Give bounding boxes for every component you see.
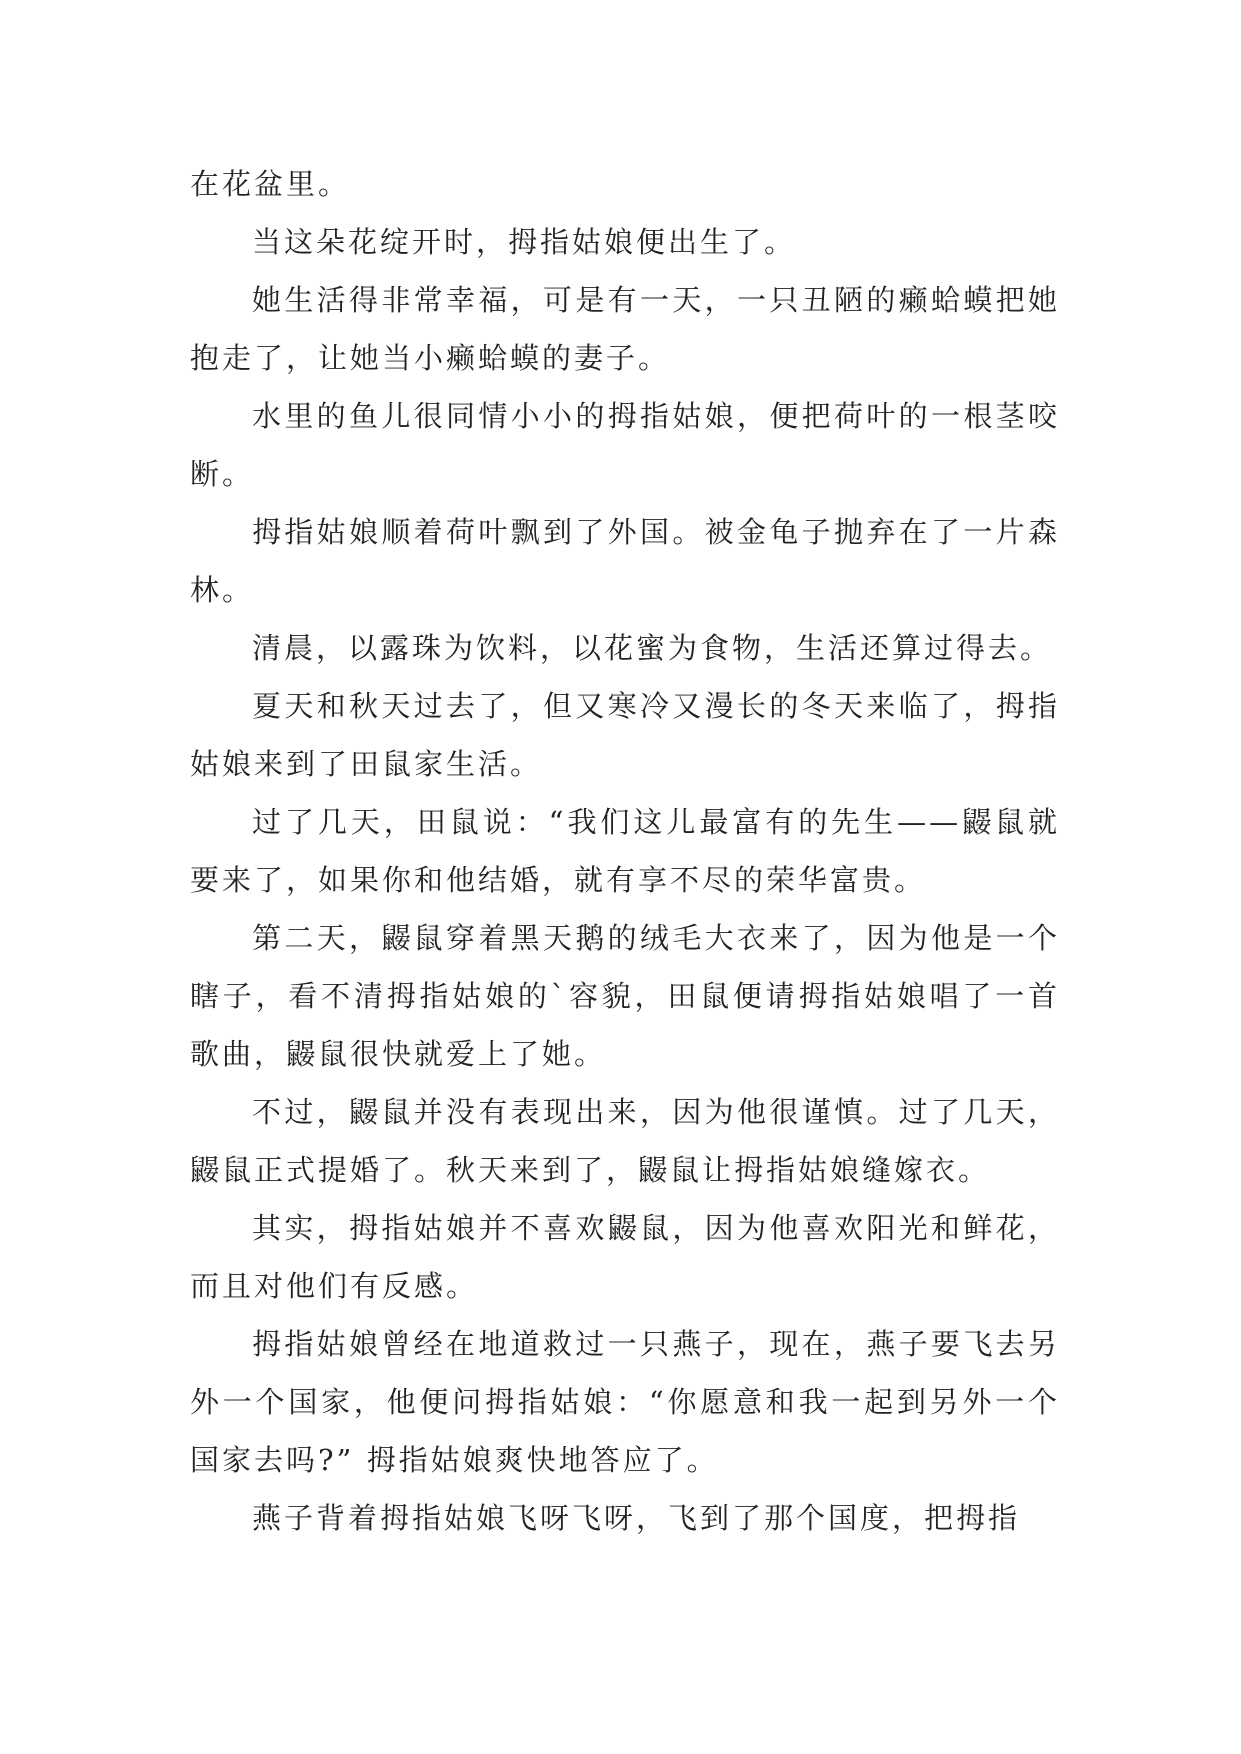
paragraph-2: 当这朵花绽开时，拇指姑娘便出生了。: [252, 225, 797, 259]
paragraph-10: 不过，鼹鼠并没有表现出来，因为他很谨慎。过了几天，鼹鼠正式提婚了。秋天来到了，鼹鼠让拇指姑娘缝嫁衣。: [190, 1095, 1060, 1187]
story-text: [190, 155, 1060, 1547]
paragraph-13: 燕子背着拇指姑娘飞呀飞呀，飞到了那个国度，把拇指: [252, 1501, 1021, 1535]
paragraph-4: 水里的鱼儿很同情小小的拇指姑娘，便把荷叶的一根茎咬断。: [190, 399, 1060, 491]
paragraph-7: 夏天和秋天过去了，但又寒冷又漫长的冬天来临了，拇指姑娘来到了田鼠家生活。: [190, 689, 1060, 781]
paragraph-3: 她生活得非常幸福，可是有一天，一只丑陋的癞蛤蟆把她抱走了，让她当小癞蛤蟆的妻子。: [190, 283, 1060, 375]
paragraph-8: 过了几天，田鼠说：“我们这儿最富有的先生——鼹鼠就要来了，如果你和他结婚，就有享不尽的荣华富贵。: [190, 805, 1060, 897]
paragraph-11: 其实，拇指姑娘并不喜欢鼹鼠，因为他喜欢阳光和鲜花，而且对他们有反感。: [190, 1211, 1060, 1303]
paragraph-6: 清晨，以露珠为饮料，以花蜜为食物，生活还算过得去。: [252, 631, 1053, 665]
paragraph-5: 拇指姑娘顺着荷叶飘到了外国。被金龟子抛弃在了一片森林。: [190, 515, 1060, 607]
paragraph-12: 拇指姑娘曾经在地道救过一只燕子，现在，燕子要飞去另外一个国家，他便问拇指姑娘：“你愿意和我一起到另外一个国家去吗?” 拇指姑娘爽快地答应了。: [190, 1327, 1060, 1477]
paragraph-1: 在花盆里。: [190, 167, 351, 201]
paragraph-9: 第二天，鼹鼠穿着黑天鹅的绒毛大衣来了，因为他是一个瞎子，看不清拇指姑娘的`容貌，田鼠便请拇指姑娘唱了一首歌曲，鼹鼠很快就爱上了她。: [190, 921, 1060, 1071]
